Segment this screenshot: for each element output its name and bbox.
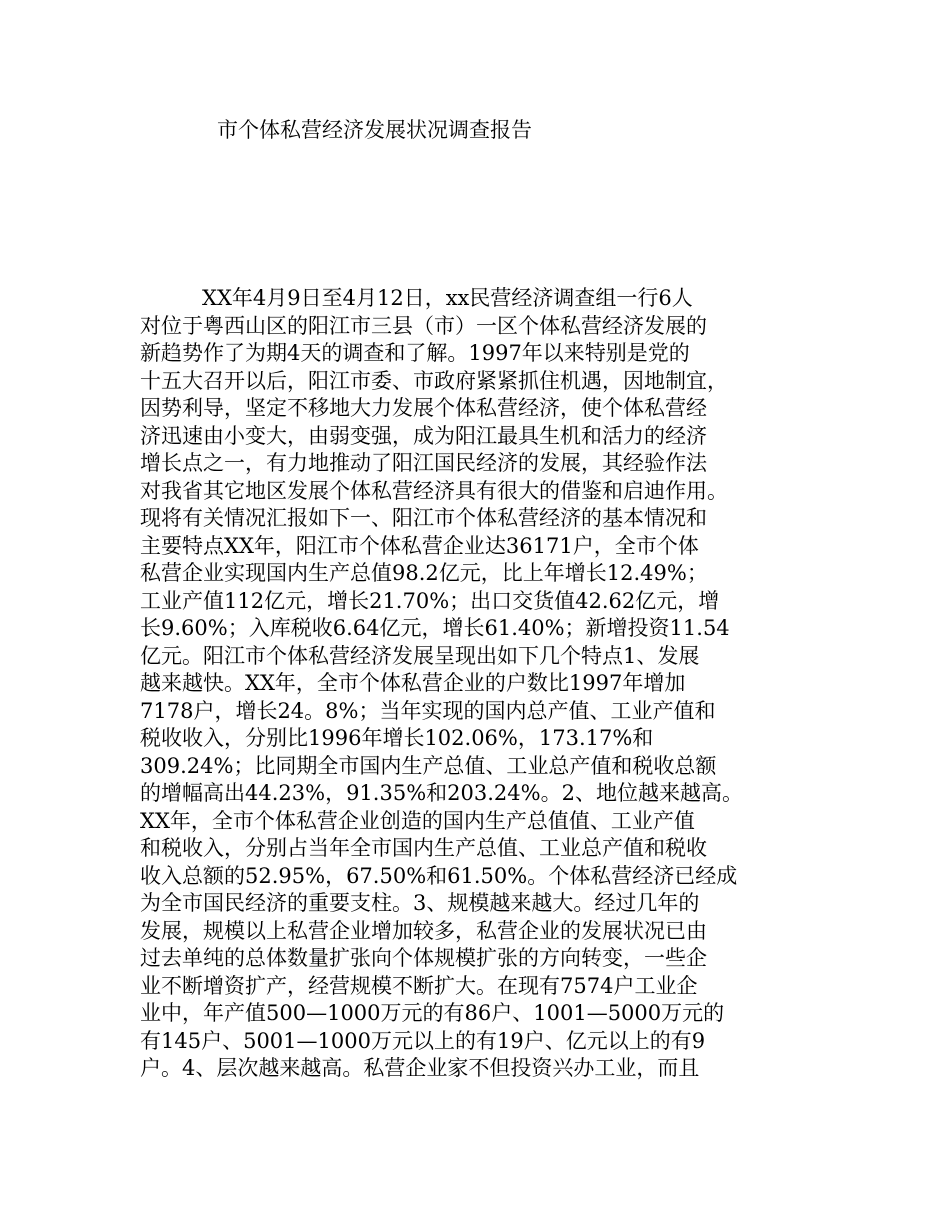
text-line: XX年4月9日至4月12日，xx民营经济调查组一行6人 [202, 286, 693, 310]
text-line: 主要特点XX年，阳江市个体私营企业达36171户，全市个体 [140, 533, 699, 558]
text-line: 有145户、5001—1000万元以上的有19户、亿元以上的有9 [140, 1028, 706, 1053]
text-line: 亿元。阳江市个体私营经济发展呈现出如下几个特点1、发展 [140, 643, 700, 668]
text-line: 现将有关情况汇报如下一、阳江市个体私营经济的基本情况和 [140, 506, 707, 530]
text-line: 为全市国民经济的重要支柱。3、规模越来越大。经过几年的 [140, 891, 700, 915]
text-line: 越来越快。XX年，全市个体私营企业的户数比1997年增加 [140, 671, 686, 695]
text-line: XX年，全市个体私营企业创造的国内生产总值值、工业产值 [140, 808, 695, 833]
text-line: 税收收入，分别比1996年增长102.06%，173.17%和 [140, 726, 654, 750]
text-line: 309.24%；比同期全市国内生产总值、工业总产值和税收总额 [140, 753, 717, 778]
text-line: 因势利导，坚定不移地大力发展个体私营经济，使个体私营经 [140, 396, 707, 420]
text-line: 和税收入，分别占当年全市国内生产总值、工业总产值和税收 [140, 836, 707, 860]
text-line: 济迅速由小变大，由弱变强，成为阳江最具生机和活力的经济 [140, 423, 707, 448]
text-line: 私营企业实现国内生产总值98.2亿元，比上年增长12.49%； [140, 561, 708, 585]
text-line: 的增幅高出44.23%，91.35%和203.24%。2、地位越来越高。 [140, 781, 743, 805]
text-line: 对我省其它地区发展个体私营经济具有很大的借鉴和启迪作用。 [140, 478, 728, 503]
text-line: 业不断增资扩产，经营规模不断扩大。在现有7574户工业企 [140, 973, 698, 998]
text-line: 增长点之一，有力地推动了阳江国民经济的发展，其经验作法 [140, 451, 707, 475]
text-line: 新趋势作了为期4天的调查和了解。1997年以来特别是党的 [140, 341, 690, 365]
text-line: 发展，规模以上私营企业增加较多，私营企业的发展状况已由 [140, 918, 707, 943]
document-title: 市个体私营经济发展状况调查报告 [217, 118, 532, 142]
text-line: 过去单纯的总体数量扩张向个体规模扩张的方向转变，一些企 [140, 946, 707, 970]
text-line: 对位于粤西山区的阳江市三县（市）一区个体私营经济发展的 [140, 313, 707, 338]
text-line: 长9.60%；入库税收6.64亿元，增长61.40%；新增投资11.54 [140, 616, 730, 640]
text-line: 收入总额的52.95%，67.50%和61.50%。个体私营经济已经成 [140, 863, 738, 888]
text-line: 十五大召开以后，阳江市委、市政府紧紧抓住机遇，因地制宜， [140, 368, 728, 393]
text-line: 工业产值112亿元，增长21.70%；出口交货值42.62亿元，增 [140, 588, 720, 613]
text-line: 7178户，增长24。8%；当年实现的国内总产值、工业产值和 [140, 698, 716, 723]
document-body [140, 285, 830, 1083]
text-line: 户。4、层次越来越高。私营企业家不但投资兴办工业，而且 [140, 1056, 700, 1080]
text-line: 业中，年产值500—1000万元的有86户、1001—5000万元的 [140, 1001, 725, 1025]
